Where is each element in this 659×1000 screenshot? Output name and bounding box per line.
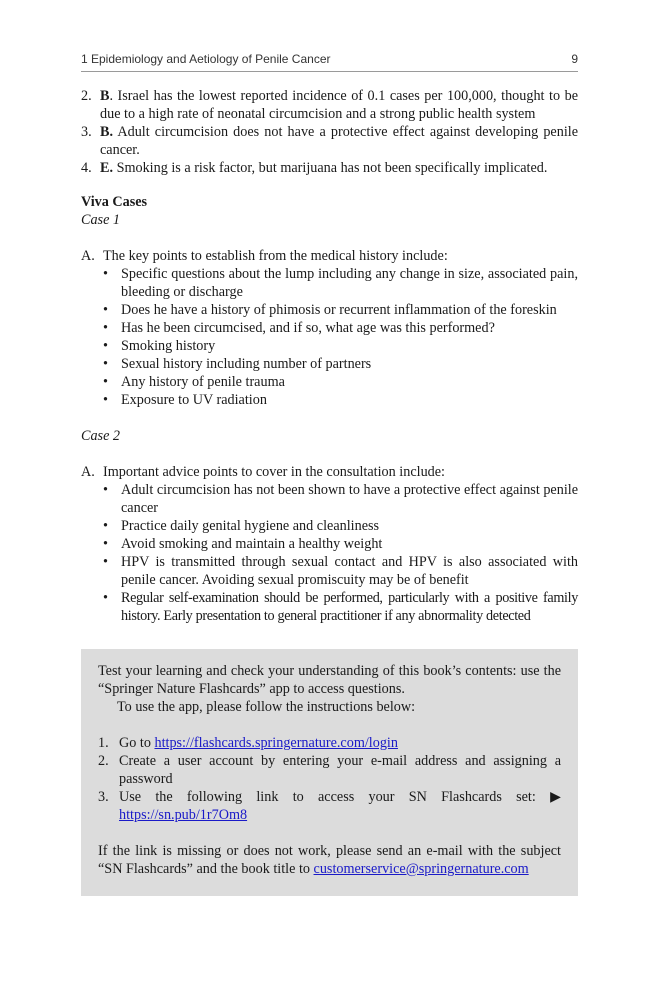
list-item: • Regular self-examination should be performed, particularly with a positive family history. Early presentation to general practitioner if any abnormality detected [103,590,578,624]
answer-text: Israel has the lowest reported incidence of 0.1 cases per 100,000, thought to be due to a high rate of neonatal circumcision and a strong public health system [100,88,578,122]
running-header [81,52,578,72]
chapter-title: 1 Epidemiology and Aetiology of Penile Cancer [81,52,331,66]
flashcards-login-link[interactable]: https://flashcards.springernature.com/login [154,735,398,751]
answer-number: 3. [81,124,92,140]
case-2-bullet-list [81,481,578,625]
step-item: 2. Create a user account by entering your e-mail address and assigning a password [98,753,561,787]
answer-separator: . [109,88,114,104]
list-item: • Adult circumcision has not been shown to have a protective effect against penile cancer [103,482,578,516]
list-item: • Exposure to UV radiation [103,392,267,408]
page-body [81,87,578,625]
case-2-section [81,463,578,481]
flashcards-steps [98,734,561,824]
header-rule [81,71,578,72]
flashcards-instructions: To use the app, please follow the instructions below: [117,699,416,715]
list-item: • Any history of penile trauma [103,374,285,390]
page-number: 9 [571,52,578,66]
step-item: 1. Go to https://flashcards.springernature.com/login [98,735,398,751]
answer-letter: B. [100,124,114,140]
flashcards-box [81,649,578,896]
answer-text: Adult circumcision does not have a protective effect against developing penile cancer. [100,124,578,158]
list-item: • HPV is transmitted through sexual contact and HPV is also associated with penile cancer. Avoiding sexual promiscuity may be of benefit [103,554,578,588]
step-item: 3. Use the following link to access your SN Flashcards set: ▶ https://sn.pub/1r7Om8 [98,789,561,823]
viva-cases-heading: Viva Cases [81,194,148,210]
case-2-label: Case 2 [81,428,121,444]
list-item: • Avoid smoking and maintain a healthy weight [103,536,383,552]
case-2-item-label: A. [81,464,95,480]
list-item: • Smoking history [103,338,216,354]
support-email-link[interactable]: customerservice@springernature.com [313,861,529,877]
flashcards-set-link[interactable]: https://sn.pub/1r7Om8 [119,807,248,823]
answer-letter: B [100,88,110,104]
list-item: • Sexual history including number of partners [103,356,372,372]
list-item: • Specific questions about the lump including any change in size, associated pain, bleeding or discharge [103,266,578,300]
case-2-intro: Important advice points to cover in the consultation include: [103,464,445,480]
case-1-item-label: A. [81,248,95,264]
case-1-intro: The key points to establish from the medical history include: [103,248,448,264]
list-item: • Practice daily genital hygiene and cleanliness [103,518,380,534]
answer-item [81,87,578,123]
answer-number: 4. [81,160,92,176]
case-1-bullet-list [81,265,578,409]
answer-item [81,123,578,159]
list-item: • Has he been circumcised, and if so, what age was this performed? [103,320,495,336]
case-1-label: Case 1 [81,212,121,228]
case-1-section [81,247,578,265]
flashcards-closing: If the link is missing or does not work, please send an e-mail with the subject “SN Flashcards” and the book title to customerservice@springernature.com [98,843,561,877]
answer-text: Smoking is a risk factor, but marijuana has not been specifically implicated. [113,160,548,176]
answer-number: 2. [81,88,92,104]
answer-letter: E. [100,160,114,176]
answer-item [81,159,578,177]
flashcards-intro: Test your learning and check your understanding of this book’s contents: use the “Springer Nature Flashcards” app to access questions. [98,663,561,697]
list-item: • Does he have a history of phimosis or recurrent inflammation of the foreskin [103,302,557,318]
